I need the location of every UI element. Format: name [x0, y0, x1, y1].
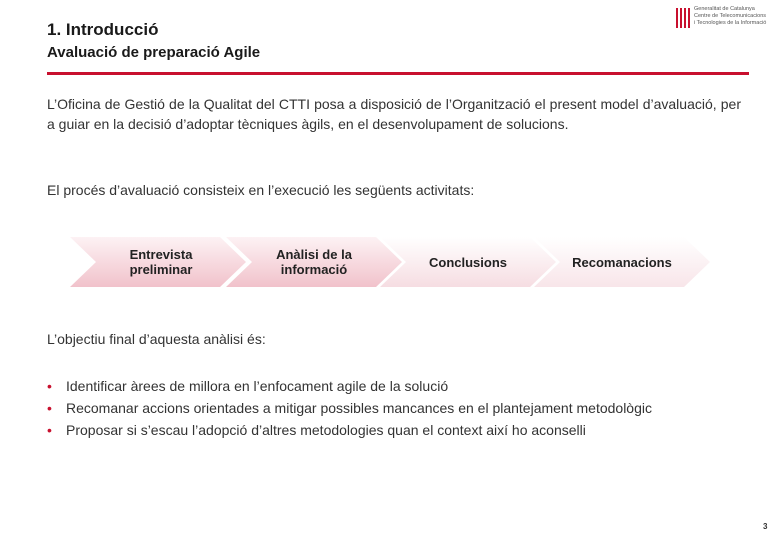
- logo-text: [694, 6, 766, 27]
- logo-line-1: Generalitat de Catalunya: [694, 6, 755, 12]
- step-label-3: Conclusions: [428, 254, 507, 270]
- objective-paragraph: L’objectiu final d’aquesta anàlisi és:: [47, 331, 266, 347]
- step-label-2: Anàlisi de la informació: [276, 247, 352, 277]
- organization-logo: [676, 6, 767, 34]
- step-label-1: Entrevista preliminar: [129, 247, 193, 277]
- logo-line-3: i Tecnologies de la Informació: [694, 20, 767, 26]
- list-item-text: Recomanar accions orientades a mitigar possibles mancances en el plantejament metodològic: [66, 400, 652, 416]
- objectives-list: [47, 375, 652, 441]
- step-label-4: Recomanacions: [572, 254, 672, 270]
- list-item: [47, 397, 652, 419]
- list-item: [47, 375, 652, 397]
- slide-subtitle: Avaluació de preparació Agile: [47, 44, 261, 61]
- list-item-text: Identificar àrees de millora en l’enfocament agile de la solució: [66, 378, 449, 394]
- logo-stripes-icon: [676, 8, 690, 28]
- logo-line-2: Centre de Telecomunicacions: [694, 13, 767, 19]
- bullet-icon: •: [47, 378, 52, 394]
- slide-title: 1. Introducció: [47, 20, 159, 39]
- list-item: [47, 419, 652, 441]
- list-item-text: Proposar si s’escau l’adopció d’altres metodologies quan el context així ho aconselli: [66, 422, 586, 438]
- bullet-icon: •: [47, 422, 52, 438]
- bullet-icon: •: [47, 400, 52, 416]
- intro-paragraph: L’Oficina de Gestió de la Qualitat del CTTI posa a disposició de l’Organització el present model d’avaluació, per a guiar en la decisió d’adoptar tècniques àgils, en el desenvolupament de solucions.: [47, 96, 741, 132]
- header-divider: [47, 72, 749, 75]
- process-paragraph: El procés d’avaluació consisteix en l’execució les següents activitats:: [47, 182, 475, 198]
- page-number: 3: [763, 522, 768, 531]
- process-flow: [70, 237, 710, 287]
